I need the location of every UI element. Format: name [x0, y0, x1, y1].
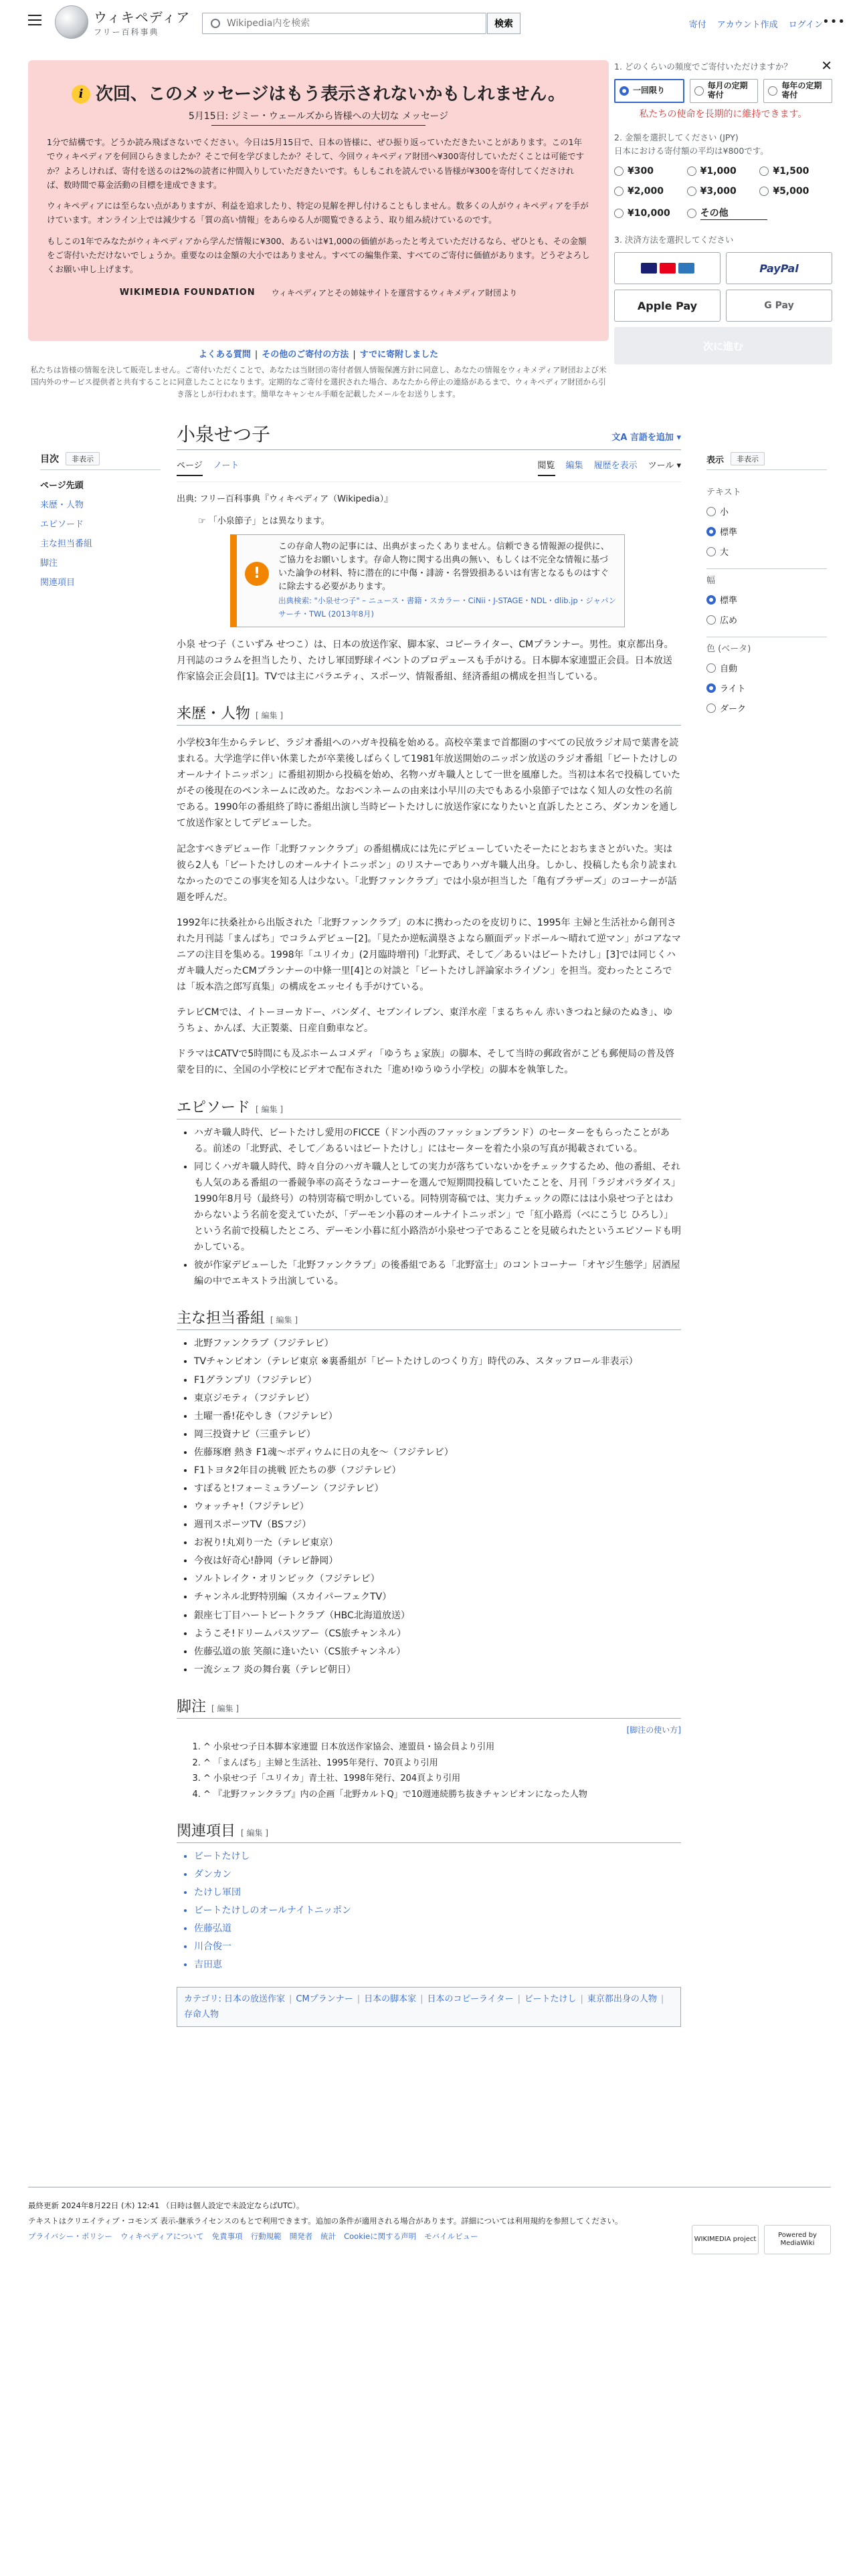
program-item[interactable]: • 一流シェフ 炎の舞台裏（テレビ朝日）: [194, 1662, 681, 1678]
width-label: 幅: [706, 568, 827, 586]
program-item[interactable]: • F1トヨタ2年目の挑戦 匠たちの夢（フジテレビ）: [194, 1463, 681, 1479]
visa-icon: [641, 263, 657, 274]
footer-link[interactable]: Cookieに関する声明: [344, 2232, 417, 2241]
footer: [28, 2187, 831, 2247]
paragraph: テレビCMでは、イトーヨーカドー、バンダイ、セブンイレブン、東洋水産「まるちゃん 赤いきつねと緑のたぬき」、ゆうちょ、かんぽ、大正製薬、日産自動車など。: [177, 1007, 673, 1035]
footer-link[interactable]: 開発者: [289, 2232, 313, 2241]
related-item[interactable]: • 川合俊一: [194, 1939, 681, 1955]
fundraising-banner: [28, 60, 609, 341]
tab-page[interactable]: ページ: [177, 458, 203, 476]
text-size-small[interactable]: 小: [706, 505, 827, 518]
wikimedia-project-badge[interactable]: WIKIMEDIA project: [692, 2225, 759, 2254]
more-options-icon[interactable]: •••: [822, 15, 846, 29]
color-light[interactable]: ライト: [706, 681, 827, 694]
search-icon: [211, 19, 220, 28]
program-item[interactable]: • ソルトレイク・オリンピック（フジテレビ）: [194, 1571, 681, 1587]
tools-menu[interactable]: ツール ▾: [648, 461, 681, 471]
width-standard[interactable]: 標準: [706, 593, 827, 606]
toc-item[interactable]: 脚注: [40, 558, 58, 568]
text-size-large[interactable]: 大: [706, 545, 827, 558]
section-heading: 関連項目 [ 編集 ]: [177, 1820, 681, 1843]
site-subtitle: 出典: フリー百科事典『ウィキペディア（Wikipedia）』: [177, 494, 393, 504]
list-item: • ハガキ職人時代、ビートたけし愛用のFICCE（ドン小西のファッションブランド）のセーターをもらったことがある。前述の「北野武、そして／あるいはビートたけし」にはセーターを着た小泉の写真が掲載されている。: [194, 1125, 681, 1157]
unsourced-notice: [230, 534, 625, 627]
logo-subtitle: フリー百科事典: [94, 27, 159, 37]
logo-title: ウィキペディア: [94, 9, 191, 25]
create-account-link[interactable]: アカウント作成: [717, 20, 778, 30]
wikipedia-globe-icon: [55, 5, 88, 39]
add-languages-button[interactable]: 文A 言語を追加 ▾: [611, 433, 681, 443]
footer-link[interactable]: ウィキペディアについて: [120, 2232, 204, 2241]
amount-label: 2. 金額を選択してください (JPY): [614, 132, 739, 143]
paragraph: 小学校3年生からテレビ、ラジオ番組へのハガキ投稿を始める。高校卒業まで首都圏のすべての民放ラジオ局で葉書を読まれる。大学進学に伴い休業したが卒業後しばらくして1981年放送開始のニッポン放送のラジオ番組「ビートたけしのオールナイトニッポン」に番組初期から投稿を始め、名物ハガキ職人として一世を風靡した。当初は本名で投稿していたがその後現在のペンネームに改めた。なおペンネームの由来は小早川の夫でもある小泉節子ではなく知人の女性の名前である。1990年の番組終了時に番組出演し当時ビートたけしに放送作家になりたいと直訴したところ、ダンカンを通して放送作家としてデビューした。: [177, 738, 681, 829]
categories-label[interactable]: カテゴリ:: [184, 1994, 221, 2004]
related-item[interactable]: • ビートたけし: [194, 1848, 681, 1864]
frequency-monthly[interactable]: 毎月の定期寄付: [690, 79, 759, 103]
toc-item[interactable]: ページ先頭: [40, 481, 84, 491]
appearance-panel: [706, 452, 827, 722]
toc-item[interactable]: エピソード: [40, 520, 84, 530]
category-box: カテゴリ: 日本の放送作家 | CMプランナー | 日本の脚本家 | 日本のコピーライター | ビートたけし | 東京都出身の人物 |存命人物: [177, 1987, 681, 2028]
banner-paragraph: もしこの1年でみなたがウィキペディアから学んだ情報に¥300、あるいは¥1,000の価値があったと考えていただけるなら、ぜひとも、その金額をご寄付いただけないでしょうか。重要なのは金額の大小ではありません。すべての編集作業、すべてのご寄付に価値があります。どうぞよろしくお願い申し上げます。: [47, 235, 590, 274]
program-item[interactable]: • ウォッチャ!（フジテレビ）: [194, 1499, 681, 1515]
wikimedia-foundation-logo: WIKIMEDIA FOUNDATION: [119, 288, 256, 298]
frequency-note: 私たちの使命を長期的に維持できます。: [639, 109, 807, 120]
banner-paragraph: 1分で結構です。どうか読み飛ばさないでください。今日は5月15日で、日本の皆様に、ぜひ振り返っていただきたいことがあります。この1年でウィキペディアを何回ひらきましたか？そこで何を学びましたか？そして、今回ウィキペディア財団へ¥300寄付していただくことは可能ですか？よろしければ、寄付を送るのは2%の読者に仲間入りしていただきたいです。もしもこれを読んでいる皆様が¥300を寄付してくださければ、数時間で募金活動の目標を達成できます。: [47, 137, 585, 190]
related-item[interactable]: • ダンカン: [194, 1866, 681, 1883]
foundation-note: ウィキペディアとその姉妹サイトを運営するウィキメディア財団より: [271, 288, 518, 298]
amex-icon: [678, 263, 694, 274]
paragraph: 1992年に扶桑社から出版された「北野ファンクラブ」の本に携わったのを皮切りに、1995年 主婦と生活社から創刊された月刊誌「まんぱち」でコラムデビュー[2]。「見たか逆転満塁さよなら願面デッドボール～晴れて逆マン」がコアなマニアの注目を集める。1998年「ユリイカ」(2月臨時増刊)「北野武、そして／あるいはビートたけし」[3]では同じくハガキ職人だったCMプランナーの中條一里[4]との対談と「ビートたけし評論家ホライゾン」を担当。変わったところでは「坂本浩之郎写真集」の構成をエッセイも手がけている。: [177, 917, 681, 993]
hatnote: ☞ 「小泉節子」とは異なります。: [198, 516, 330, 526]
edit-section-link[interactable]: [ 編集 ]: [241, 1828, 269, 1838]
program-item[interactable]: • すぽると!フォーミュラゾーン（フジテレビ）: [194, 1481, 681, 1497]
related-item[interactable]: • 佐藤弘道: [194, 1921, 681, 1937]
text-size-label: テキスト: [706, 488, 741, 498]
category-link[interactable]: 存命人物: [184, 2009, 219, 2020]
card-payment-button[interactable]: [614, 252, 721, 284]
faq-link[interactable]: よくある質問: [198, 350, 251, 360]
category-link[interactable]: 日本のコピーライター: [427, 1994, 514, 2004]
banner-paragraph: ウィキペディアには至らない点がありますが、利益を追求したり、特定の見解を押し付けることもしません。数多くの人がウィキペディアを手がけています。オンライン上では減少する「質の高い情報」をあらゆる人が閲覧できるよう、取り組み続けているのです。: [47, 201, 589, 225]
category-link[interactable]: CMプランナー: [296, 1994, 353, 2004]
language-icon: 文A: [611, 433, 630, 443]
color-label: 色 (ベータ): [706, 637, 827, 654]
tab-edit[interactable]: 編集: [565, 461, 583, 471]
search-input[interactable]: [225, 17, 486, 29]
programs-list: [177, 1335, 681, 1677]
toc-hide-button[interactable]: 非表示: [66, 452, 100, 465]
section-heading: 来歴・人物 [ 編集 ]: [177, 702, 681, 726]
main-menu-icon[interactable]: [28, 15, 41, 29]
program-item[interactable]: • ようこそ!ドリームパスツアー（CS旅チャンネル）: [194, 1626, 681, 1642]
amount-option[interactable]: ¥1,000: [687, 166, 760, 177]
banner-links: よくある質問 | その他のご寄付の方法 | すでに寄附しました: [198, 350, 439, 360]
program-item[interactable]: • 佐藤弘道の旅 笑顔に逢いたい（CS旅チャンネル）: [194, 1644, 681, 1660]
banner-subtitle: 5月15日: ジミー・ウェールズから皆様への大切な メッセージ: [188, 111, 449, 122]
related-item[interactable]: • ビートたけしのオールナイトニッポン: [194, 1903, 681, 1919]
tab-history[interactable]: 履歴を表示: [593, 461, 638, 471]
related-list: [177, 1848, 681, 1973]
mastercard-icon: [660, 263, 676, 274]
list-item: • 彼が作家デビューした「北野ファンクラブ」の後番組である「北野富士」のコントコーナー「オヤジ生態学」居酒屋編の中でエキストラ出演している。: [194, 1257, 681, 1289]
edit-section-link[interactable]: [ 編集 ]: [270, 1315, 298, 1325]
section-heading: エピソード [ 編集 ]: [177, 1096, 681, 1119]
program-item[interactable]: • 土曜一番!花やしき（フジテレビ）: [194, 1408, 681, 1424]
powered-by-mediawiki-badge[interactable]: Powered by MediaWiki: [764, 2225, 831, 2254]
apple-pay-button[interactable]: Apple Pay: [614, 290, 721, 322]
section-heading: 脚注 [ 編集 ]: [177, 1695, 681, 1719]
color-dark[interactable]: ダーク: [706, 702, 827, 714]
program-item[interactable]: • 今夜は好奇心!静岡（テレビ静岡）: [194, 1553, 681, 1569]
login-link[interactable]: ログイン: [788, 20, 823, 30]
banner-title: 次回、このメッセージはもう表示されないかもしれません。: [95, 84, 565, 104]
donation-form: [614, 60, 832, 364]
amount-option[interactable]: ¥3,000: [687, 186, 760, 197]
footnote: 2. ^ 「まんぱち」主婦と生活社、1995年発行、70頁より引用: [203, 1757, 681, 1771]
width-wide[interactable]: 広め: [706, 613, 827, 626]
already-donated-link[interactable]: すでに寄附しました: [359, 350, 439, 360]
google-pay-button[interactable]: G Pay: [726, 290, 832, 322]
search-box[interactable]: [202, 13, 486, 34]
amount-note: 日本における寄付額の平均は¥800です。: [614, 146, 769, 156]
search-button[interactable]: 検索: [487, 13, 520, 34]
toc-item[interactable]: 来歴・人物: [40, 500, 84, 510]
program-item[interactable]: • 岡三投資ナビ（三重テレビ）: [194, 1426, 681, 1442]
toc-item[interactable]: 関連項目: [40, 578, 76, 588]
appearance-title: 表示: [706, 455, 725, 465]
edit-section-link[interactable]: [ 編集 ]: [256, 1104, 284, 1114]
page-tabs: [177, 450, 681, 482]
color-auto[interactable]: 自動: [706, 661, 827, 674]
category-link[interactable]: 日本の放送作家: [224, 1994, 286, 2004]
frequency-question: 1. どのくらいの頻度でご寄付いただけますか？: [614, 62, 792, 72]
continue-button[interactable]: 次に進む: [614, 327, 832, 364]
amount-option[interactable]: ¥300: [614, 166, 687, 177]
footnote: 3. ^ 小泉せつ子「ユリイカ」青土社、1998年発行、204頁より引用: [203, 1772, 681, 1786]
donate-link[interactable]: 寄付: [688, 20, 706, 30]
program-item[interactable]: • 北野ファンクラブ（フジテレビ）: [194, 1335, 681, 1352]
program-item[interactable]: • 銀座七丁目ハートビートクラブ（HBC北海道放送）: [194, 1608, 681, 1624]
program-item[interactable]: • TVチャンピオン（テレビ東京 ※裏番組が「ビートたけしのつくり方」時代のみ、スタッフロール非表示）: [194, 1354, 681, 1370]
tab-talk[interactable]: ノート: [213, 461, 240, 471]
related-item[interactable]: • 吉田恵: [194, 1957, 681, 1973]
program-item[interactable]: • チャンネル北野特別編（スカイパーフェクTV）: [194, 1589, 681, 1605]
category-link[interactable]: ビートたけし: [524, 1994, 577, 2004]
close-icon[interactable]: ✕: [821, 58, 832, 74]
frequency-yearly[interactable]: 毎年の定期寄付: [763, 79, 832, 103]
amount-option[interactable]: ¥2,000: [614, 186, 687, 197]
table-of-contents: [40, 452, 161, 588]
site-logo[interactable]: [55, 5, 190, 39]
category-link[interactable]: 東京都出身の人物: [587, 1994, 657, 2004]
toc-item[interactable]: 主な担当番組: [40, 539, 93, 549]
amount-other[interactable]: その他: [687, 206, 832, 220]
edit-section-link[interactable]: [ 編集 ]: [211, 1703, 240, 1713]
appearance-hide-button[interactable]: 非表示: [731, 452, 765, 465]
disambig-icon: ☞: [198, 516, 209, 526]
paragraph: ドラマはCATVで5時間にも及ぶホームコメディ「ゆうちょ家族」の脚本、そして当時の郵政省がこども郵便局の普及啓蒙を目的に、全国の小学校にビデオで配布された「進め!ゆうゆう小学校」の脚本を執筆した。: [177, 1049, 675, 1076]
program-item[interactable]: • 佐藤琢磨 熱き F1魂～ボディウムに日の丸を～（フジテレビ）: [194, 1444, 681, 1461]
footnote: 4. ^ 『北野ファンクラブ』内の企画「北野カルトQ」で10週連続勝ち抜きチャンピオンになった人物: [203, 1788, 681, 1802]
amount-option[interactable]: ¥5,000: [759, 186, 832, 197]
other-ways-link[interactable]: その他のご寄付の方法: [262, 350, 349, 360]
page-title: 小泉せつ子: [177, 423, 271, 445]
amount-option[interactable]: ¥10,000: [614, 206, 687, 220]
frequency-once[interactable]: 一回限り: [614, 79, 684, 103]
program-item[interactable]: • 週刊スポーツTV（BSフジ）: [194, 1517, 681, 1533]
paypal-button[interactable]: PayPal: [726, 252, 832, 284]
related-item[interactable]: • たけし軍団: [194, 1885, 681, 1901]
footnote-help-link[interactable]: [脚注の使い方]: [626, 1725, 681, 1735]
category-link[interactable]: 日本の脚本家: [364, 1994, 417, 2004]
notice-source-links[interactable]: 出典検索: "小泉せつ子" – ニュース・書籍・スカラー・CiNii・J-STAGE・NDL・dlib.jp・ジャパンサーチ・TWL (2013年8月): [278, 595, 616, 619]
user-nav: [689, 17, 823, 30]
intro-paragraph: 小泉 せつ子（こいずみ せつこ）は、日本の放送作家、脚本家、コピーライター、CMプランナー。男性。東京都出身。月刊誌のコラムを担当したり、たけし軍団野球イベントのプロデュースも手がける。日本脚本家連盟正会員。日本放送作家協会正会員[1]。TVでは主にバラエティ、スポーツ、情報番組、経済番組の構成を担当している。: [177, 639, 674, 682]
program-item[interactable]: • お祝り!丸刈り一た（テレビ東京）: [194, 1535, 681, 1551]
footnote: 1. ^ 小泉せつ子日本脚本家連盟 日本放送作家協会、連盟員・協会員より引用: [203, 1741, 681, 1755]
last-edited: 最終更新 2024年8月22日 (木) 12:41 （日時は個人設定で未設定ならばUTC）。: [28, 2201, 304, 2210]
license-text: テキストはクリエイティブ・コモンズ 表示-継承ライセンスのもとで利用できます。追加の条件が適用される場合があります。詳細については利用規約を参照してください。: [28, 2216, 623, 2226]
footer-link[interactable]: 統計: [320, 2232, 337, 2241]
header: [0, 0, 859, 44]
article: [177, 420, 681, 2027]
privacy-note: 私たちは皆様の情報を決して販売しません。ご寄付いただくことで、あなたは当財団の寄付者個人情報保護方針に同意し、あなたの情報をウィキメディア財団および米国内外のサービス提供者と共有することに同意したことになります。定期的なご寄付を選択された場合、あなたから停止の連絡があるまで、ウィキペディア財団から引き落としが行われます。簡単なキャンセル手順を記載したメールをお送りします。: [30, 365, 607, 399]
toc-title: 目次: [40, 454, 59, 465]
warning-icon: !: [245, 562, 269, 586]
list-item: • 同じくハガキ職人時代、時々自分のハガキ職人としての実力が落ちていないかをチェックするため、他の番組、それも人気のある番組の一番競争率の高そうなコーナーを選んで短期間投稿していたことを、月刊「ラジオパラダイス」1990年8月号（最終号）の特別寄稿で明かしている。同特別寄稿では、実力チェックの際にはは小泉せつ子とはわからないよう名前を変えていたが、「デーモン小暮のオールナイトニッポン」で「紅小路焉（べにこうじ ひろし）」という名前で投稿したところ、デーモン小暮に紅小路浩が小泉せつ子であることを見破られたというエピソードも明かしている。: [194, 1159, 681, 1255]
footer-link[interactable]: 免責事項: [211, 2232, 243, 2241]
text-size-standard[interactable]: 標準: [706, 525, 827, 538]
edit-section-link[interactable]: [ 編集 ]: [256, 711, 284, 721]
footer-link[interactable]: モバイルビュー: [424, 2232, 478, 2241]
program-item[interactable]: • F1グランプリ（フジテレビ）: [194, 1372, 681, 1388]
notice-text: この存命人物の記事には、出典がまったくありません。信頼できる情報源の提供に、ご協力をお願いします。存命人物に関する出典の無い、もしくは不完全な情報に基づいた論争の材料、特に潜在的に中傷・誹謗・名誉毀損あるいは有害となるものはすぐに除去する必要があります。: [278, 542, 609, 593]
footer-link[interactable]: 行動規範: [250, 2232, 282, 2241]
footer-link[interactable]: プライバシー・ポリシー: [28, 2232, 112, 2241]
program-item[interactable]: • 東京ジモティ（フジテレビ）: [194, 1390, 681, 1406]
paragraph: 記念すべきデビュー作「北野ファンクラブ」の番組構成には先にデビューしていたそーたにとおちまさとがいた。実は彼ら2人も「ビートたけしのオールナイトニッポン」のリスナーでありハガキ職人出身。しかし、投稿したも余り読まれなかったのでこの事実を知る人は少ない。「北野ファンクラブ」では小泉が担当した「亀有ブラザーズ」のコーナーが話題を呼んだ。: [177, 843, 677, 903]
info-icon: i: [72, 85, 90, 104]
section-heading: 主な担当番組 [ 編集 ]: [177, 1307, 681, 1330]
method-label: 3. 決済方法を選択してください: [614, 235, 734, 245]
tab-read[interactable]: 閲覧: [538, 458, 555, 476]
amount-option[interactable]: ¥1,500: [759, 166, 832, 177]
